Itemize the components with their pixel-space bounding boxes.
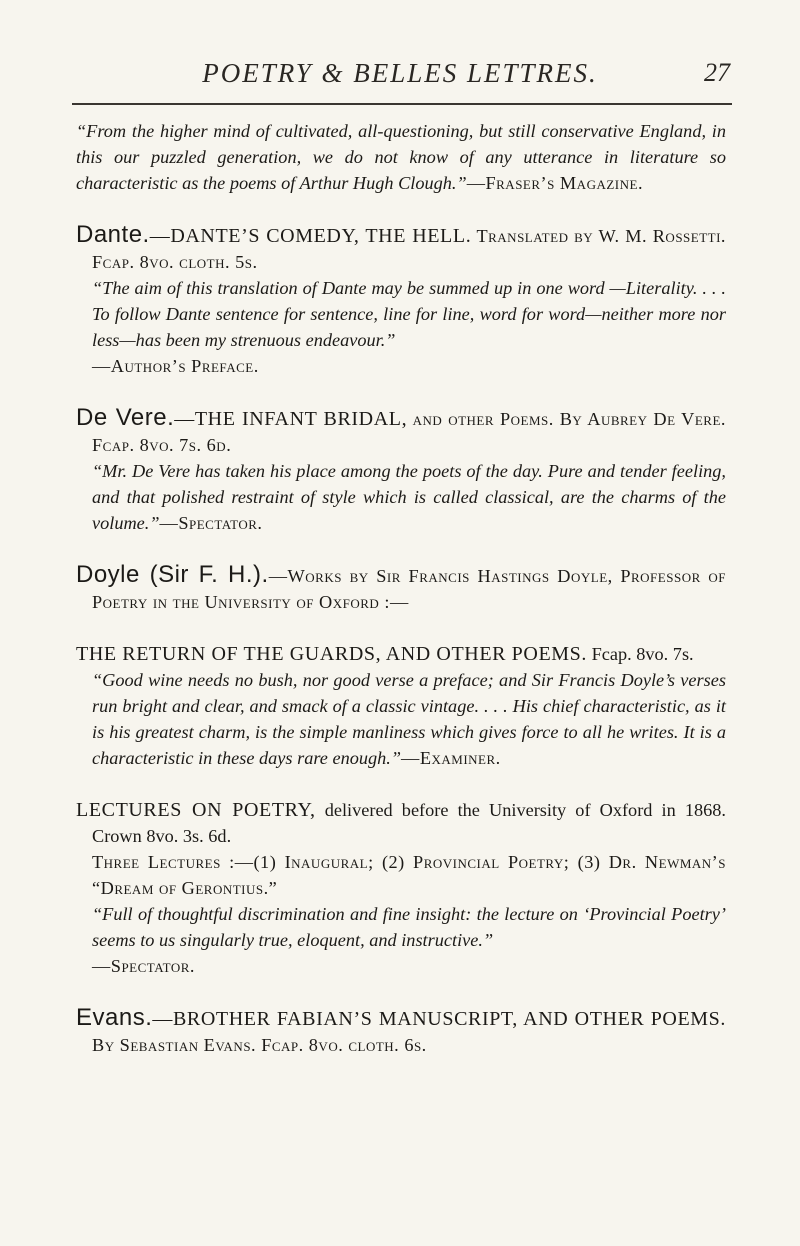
doyle-work2-title: LECTURES ON POETRY, bbox=[76, 799, 316, 821]
dante-quote-source: —Author’s Preface. bbox=[92, 356, 259, 376]
header-rule bbox=[72, 103, 732, 105]
evans-heading bbox=[76, 1005, 726, 1058]
entry-dante bbox=[76, 222, 726, 379]
doyle-work-return-of-guards bbox=[76, 641, 726, 771]
dante-heading bbox=[76, 222, 726, 275]
running-head bbox=[70, 58, 730, 98]
evans-title: —BROTHER FABIAN’S MANUSCRIPT, AND OTHER POEMS. bbox=[152, 1008, 726, 1030]
dante-review bbox=[76, 275, 726, 379]
doyle-work2-review bbox=[76, 901, 726, 979]
entry-evans bbox=[76, 1005, 726, 1058]
devere-review bbox=[76, 458, 726, 536]
doyle-work1-review bbox=[76, 667, 726, 771]
devere-quote-text: “Mr. De Vere has taken his place among the poets of the day. Pure and tender feeling, and that polished restraint of style which is called classical, are the charms of the volume.” bbox=[92, 461, 726, 533]
dante-quote-text: “The aim of this translation of Dante may be summed up in one word —Literality. . . . To follow Dante sentence for sentence, line for line, word for word—neither more nor less—has been my strenuous endeavour.” bbox=[92, 278, 726, 350]
dante-details: Translated by W. M. Rossetti. Fcap. 8vo. cloth. 5s. bbox=[92, 226, 726, 272]
doyle-work2-details: delivered before the University of Oxford in 1868. Crown 8vo. 3s. 6d. bbox=[92, 800, 726, 846]
running-title: POETRY & BELLES LETTRES. bbox=[202, 58, 598, 88]
entry-de-vere bbox=[76, 405, 726, 536]
page-number: 27 bbox=[704, 58, 730, 87]
doyle-work1-quote-source: —Examiner. bbox=[401, 748, 501, 768]
doyle-work-lectures-on-poetry bbox=[76, 797, 726, 979]
devere-author: De Vere. bbox=[76, 404, 175, 431]
doyle-intro: —Works by Sir Francis Hastings Doyle, Professor of Poetry in the University of Oxford :— bbox=[92, 566, 727, 612]
devere-quote-source: —Spectator. bbox=[159, 513, 263, 533]
devere-heading bbox=[76, 405, 726, 458]
devere-details: and other Poems. By Aubrey De Vere. Fcap. 8vo. 7s. 6d. bbox=[92, 409, 726, 455]
doyle-work2-quote-source: —Spectator. bbox=[92, 956, 195, 976]
doyle-author: Doyle (Sir F. H.). bbox=[76, 561, 269, 588]
doyle-work1-title: THE RETURN OF THE GUARDS, AND OTHER POEMS. bbox=[76, 643, 587, 665]
dante-author: Dante. bbox=[76, 221, 150, 248]
doyle-work2-contents-text: Three Lectures :—(1) Inaugural; (2) Provincial Poetry; (3) Dr. Newman’s “Dream of Gerontius.” bbox=[92, 852, 726, 898]
entry-doyle bbox=[76, 562, 726, 979]
doyle-work2-contents bbox=[76, 849, 726, 901]
fraser-quote-source: —Fraser’s Magazine. bbox=[466, 173, 644, 193]
doyle-work1-heading bbox=[76, 641, 726, 667]
dante-title: —DANTE’S COMEDY, THE HELL. bbox=[149, 225, 472, 247]
doyle-work2-heading bbox=[76, 797, 726, 849]
doyle-heading bbox=[76, 562, 726, 615]
doyle-work2-quote-text: “Full of thoughtful discrimination and fine insight: the lecture on ‘Provincial Poetry’ seems to us singularly true, eloquent, and instructive.” bbox=[92, 904, 726, 950]
evans-details: By Sebastian Evans. Fcap. 8vo. cloth. 6s. bbox=[92, 1035, 427, 1055]
doyle-work1-quote-text: “Good wine needs no bush, nor good verse a preface; and Sir Francis Doyle’s verses run bright and clear, and smack of a classic vintage. . . . His chief characteristic, as it is his greatest charm, is the simple manliness which gives force to all he writes. It is a characteristic in these days rare enough.” bbox=[92, 670, 726, 768]
catalogue-content bbox=[76, 118, 726, 1058]
doyle-work1-details: Fcap. 8vo. 7s. bbox=[591, 644, 694, 664]
devere-title: —THE INFANT BRIDAL, bbox=[174, 408, 408, 430]
fraser-quote-text: “From the higher mind of cultivated, all-questioning, but still conservative England, in this our puzzled generation, we do not know of any utterance in literature so characteristic as the poems of Arthur Hugh Clough.” bbox=[76, 121, 726, 193]
evans-author: Evans. bbox=[76, 1004, 153, 1031]
fraser-review-quote bbox=[76, 118, 726, 196]
